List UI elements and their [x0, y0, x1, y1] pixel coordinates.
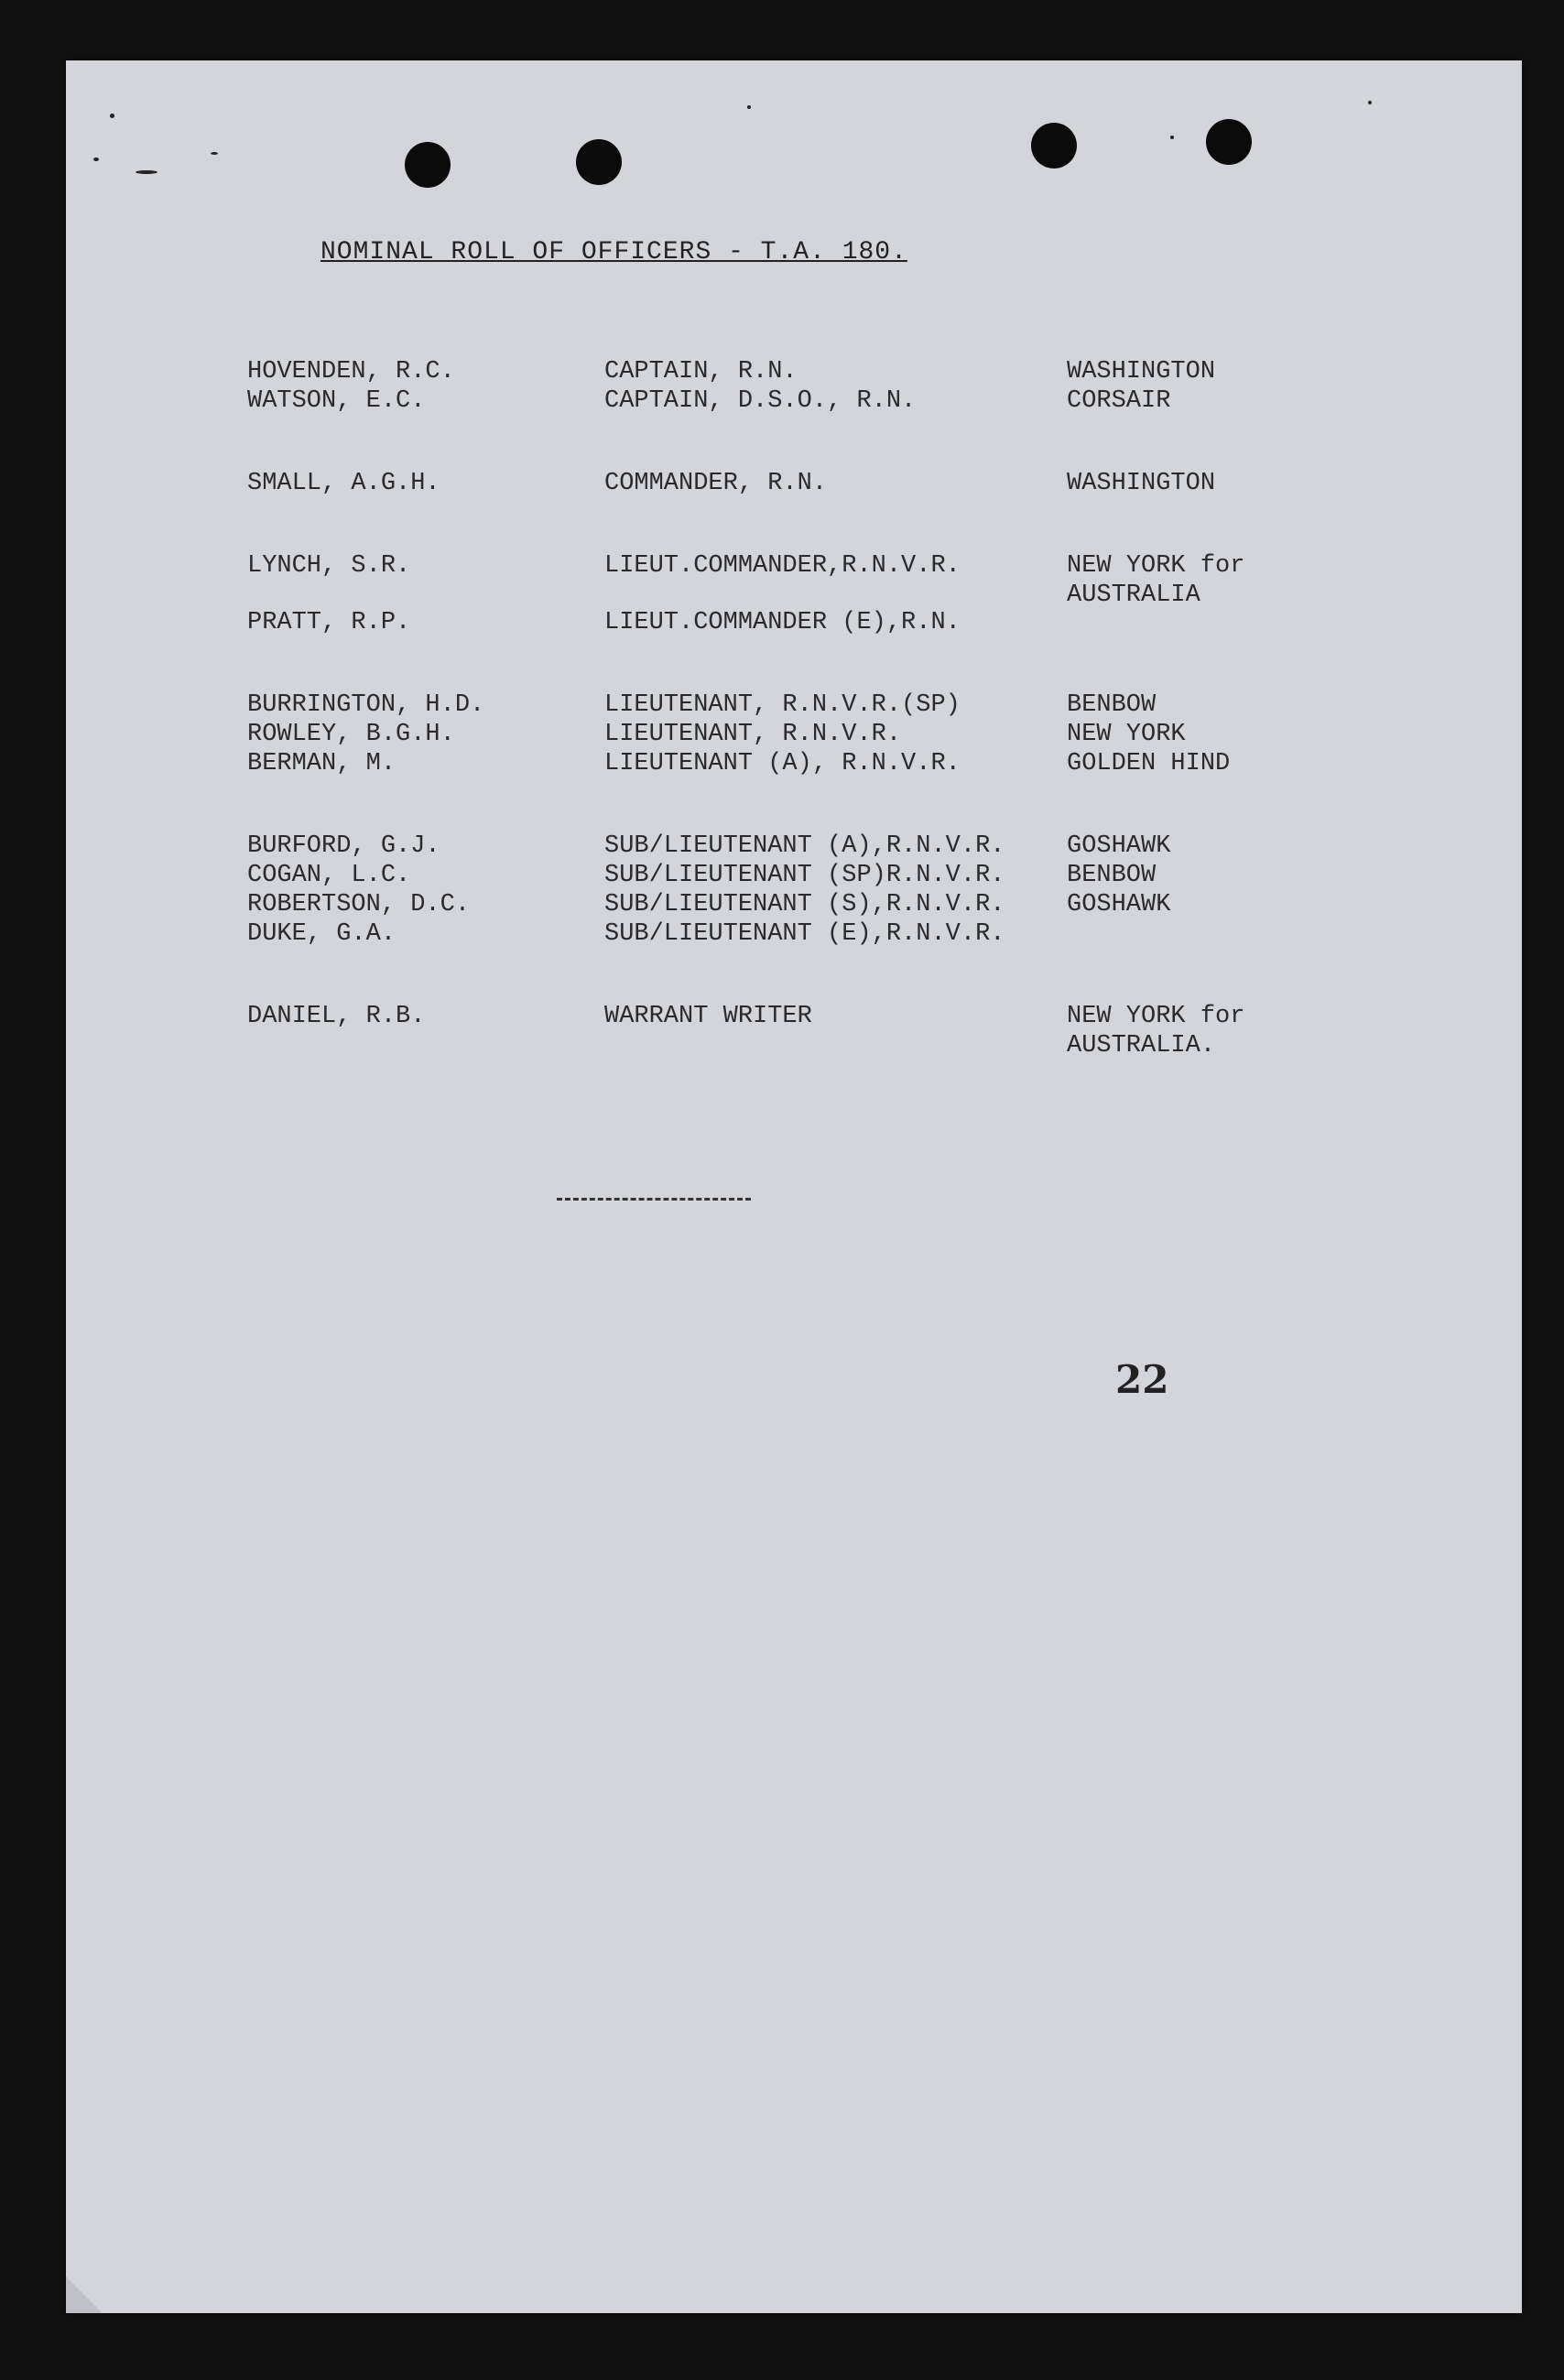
officer-ship: NEW YORK for AUSTRALIA. — [1067, 1003, 1245, 1060]
officer-rank: LIEUTENANT, R.N.V.R. — [604, 721, 902, 748]
officer-ship: BENBOW — [1067, 862, 1157, 889]
officer-rank: COMMANDER, R.N. — [604, 470, 828, 497]
officer-name: ROWLEY, B.G.H. — [247, 721, 455, 748]
officer-rank: CAPTAIN, D.S.O., R.N. — [604, 387, 917, 415]
officer-rank: SUB/LIEUTENANT (S),R.N.V.R. — [604, 891, 1005, 918]
officer-row — [247, 690, 1346, 720]
officer-row — [247, 919, 1346, 949]
officer-row — [247, 357, 1346, 386]
officer-rank: LIEUTENANT, R.N.V.R.(SP) — [604, 691, 961, 719]
roll-group-commanders — [247, 469, 1346, 498]
officer-row — [247, 890, 1346, 919]
officer-row — [247, 720, 1346, 749]
officer-row — [247, 608, 1346, 637]
officer-rank: LIEUT.COMMANDER (E),R.N. — [604, 609, 961, 636]
punch-hole — [1031, 123, 1077, 168]
punch-hole — [405, 142, 451, 188]
dust-speck — [1368, 101, 1372, 104]
officer-ship: WASHINGTON — [1067, 470, 1216, 497]
officer-rank: SUB/LIEUTENANT (E),R.N.V.R. — [604, 920, 1005, 948]
officer-name: BURFORD, G.J. — [247, 832, 440, 860]
roll-group-sub-lieutenants — [247, 831, 1346, 949]
end-of-list-divider — [557, 1198, 751, 1201]
punch-hole — [1206, 119, 1252, 165]
officer-row — [247, 749, 1346, 778]
officer-ship: WASHINGTON — [1067, 358, 1216, 386]
officer-row — [247, 469, 1346, 498]
dust-speck — [110, 114, 114, 118]
roll-group-lieut-commanders — [247, 551, 1346, 637]
officer-row — [247, 831, 1346, 861]
officer-rank: SUB/LIEUTENANT (A),R.N.V.R. — [604, 832, 1005, 860]
officer-row — [247, 386, 1346, 416]
officer-ship: NEW YORK for AUSTRALIA — [1067, 552, 1245, 609]
officer-name: SMALL, A.G.H. — [247, 470, 440, 497]
officer-ship: GOSHAWK — [1067, 891, 1171, 918]
punch-hole — [576, 139, 622, 185]
page-number: 22 — [1115, 1357, 1169, 1402]
dust-speck — [1170, 136, 1174, 139]
officer-name: DUKE, G.A. — [247, 920, 396, 948]
dust-speck — [747, 105, 751, 109]
officer-ship: NEW YORK — [1067, 721, 1186, 748]
dust-speck — [93, 158, 99, 161]
roll-group-warrant-officers — [247, 1002, 1346, 1060]
officer-row — [247, 861, 1346, 890]
officer-name: PRATT, R.P. — [247, 609, 411, 636]
officer-rank: WARRANT WRITER — [604, 1003, 812, 1030]
officer-name: BERMAN, M. — [247, 750, 396, 777]
officer-name: COGAN, L.C. — [247, 862, 411, 889]
officer-ship: GOSHAWK — [1067, 832, 1171, 860]
document-title: NOMINAL ROLL OF OFFICERS - T.A. 180. — [320, 238, 907, 266]
officer-name: BURRINGTON, H.D. — [247, 691, 485, 719]
officer-name: WATSON, E.C. — [247, 387, 426, 415]
officer-name: HOVENDEN, R.C. — [247, 358, 455, 386]
officer-row — [247, 1002, 1346, 1060]
officer-row — [247, 551, 1346, 610]
roll-group-captains — [247, 357, 1346, 416]
dust-speck — [136, 170, 157, 174]
officer-rank: CAPTAIN, R.N. — [604, 358, 798, 386]
officer-ship: GOLDEN HIND — [1067, 750, 1231, 777]
officer-rank: SUB/LIEUTENANT (SP)R.N.V.R. — [604, 862, 1005, 889]
corner-fold — [66, 2277, 103, 2313]
officer-ship: CORSAIR — [1067, 387, 1171, 415]
officer-roll — [247, 357, 1346, 1114]
roll-group-lieutenants — [247, 690, 1346, 778]
officer-name: LYNCH, S.R. — [247, 552, 411, 580]
officer-rank: LIEUT.COMMANDER,R.N.V.R. — [604, 552, 961, 580]
officer-name: ROBERTSON, D.C. — [247, 891, 471, 918]
officer-rank: LIEUTENANT (A), R.N.V.R. — [604, 750, 961, 777]
dust-speck — [211, 152, 218, 155]
officer-ship: BENBOW — [1067, 691, 1157, 719]
officer-name: DANIEL, R.B. — [247, 1003, 426, 1030]
